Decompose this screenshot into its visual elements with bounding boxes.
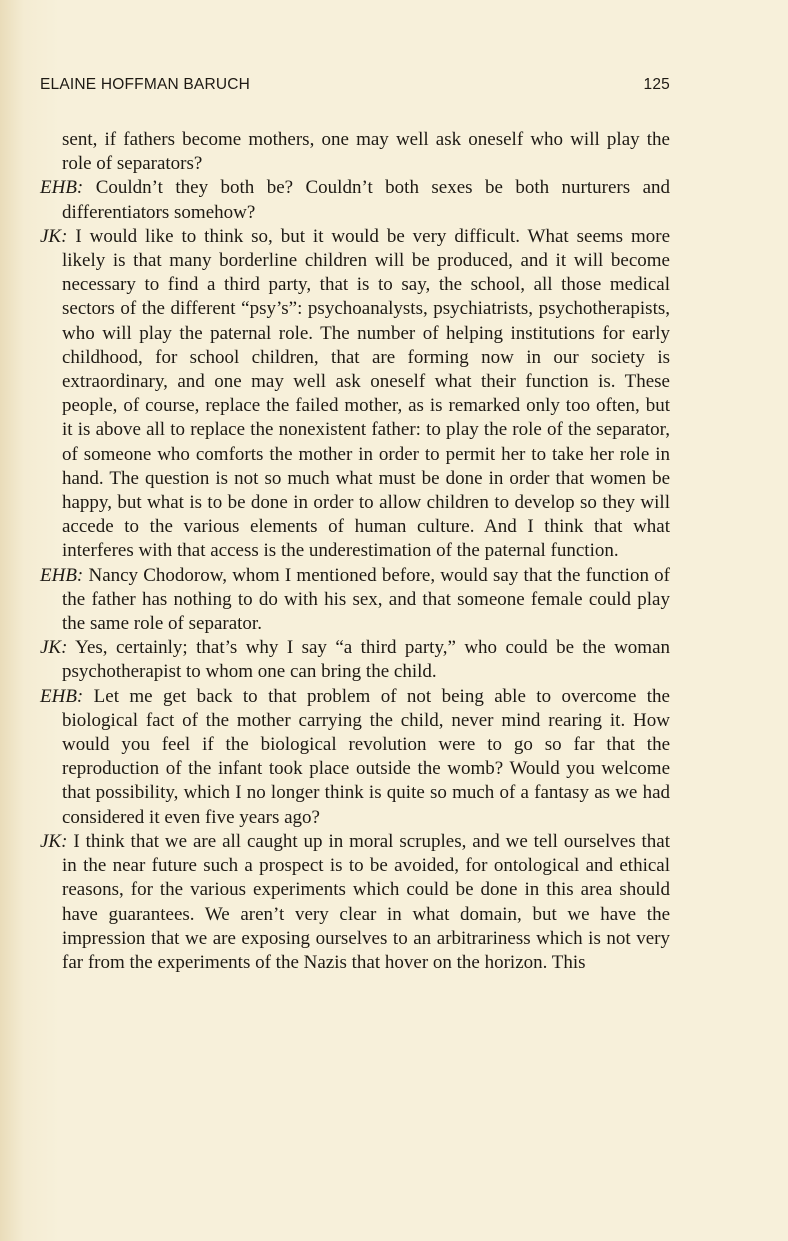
paragraph-text: Yes, certainly; that’s why I say “a third party,” who could be the woman psychotherapist to whom one can bring the child.	[62, 637, 670, 683]
speaker-label: JK:	[40, 225, 68, 247]
paragraph-continuation	[40, 128, 670, 176]
speaker-label: EHB:	[40, 685, 84, 707]
page-body	[40, 128, 670, 975]
paragraph-text: Let me get back to that problem of not being able to overcome the biological fact of the mother carrying the child, never mind rearing it. How would you feel if the biological revolution were to go so far that the reproduction of the infant took place outside the womb? Would you welcome that possibility, which I no longer think is quite so much of a fantasy as we had considered it even five years ago?	[62, 685, 670, 828]
paragraph-jk-2	[40, 636, 670, 684]
paragraph-text: Nancy Chodorow, whom I mentioned before, would say that the function of the father has nothing to do with his sex, and that someone female could play the same role of separator.	[62, 564, 670, 635]
speaker-label: EHB:	[40, 564, 84, 586]
page-number: 125	[643, 76, 670, 93]
running-header	[40, 76, 670, 100]
speaker-label: EHB:	[40, 177, 84, 199]
paragraph-text: I think that we are all caught up in moral scruples, and we tell ourselves that in the near future such a prospect is to be avoided, for ontological and ethical reasons, for the various experiments which could be done in this area should have guarantees. We aren’t very clear in what domain, but we have the impression that we are exposing ourselves to an arbitrariness which is not very far from the experiments of the Nazis that hover on the horizon. This	[62, 830, 670, 973]
paragraph-text: Couldn’t they both be? Couldn’t both sexes be both nurturers and differentiators somehow?	[62, 177, 671, 223]
paragraph-ehb-3	[40, 685, 670, 830]
paragraph-text: sent, if fathers become mothers, one may well ask oneself who will play the role of separators?	[62, 129, 670, 175]
paragraph-jk-1	[40, 225, 670, 564]
paragraph-jk-3	[40, 830, 670, 975]
paragraph-ehb-1	[40, 176, 670, 224]
paragraph-text: I would like to think so, but it would be very difficult. What seems more likely is that many borderline children will be produced, and it will become necessary to find a third party, that is to say, the school, all those medical sectors of the different “psy’s”: psychoanalysts, psychiatrists, psychotherapists, who will play the paternal role. The number of helping institutions for early childhood, for school children, that are forming now in our society is extraordinary, and one may well ask oneself what their function is. These people, of course, replace the failed mother, as is remarked only too often, but it is above all to replace the nonexistent father: to play the role of the separator, of someone who comforts the mother in order to permit her to take her role in hand. The question is not so much what must be done in order that women be happy, but what is to be done in order to allow children to develop so they will accede to the various elements of human culture. And I think that what interferes with that access is the underestimation of the paternal function.	[62, 225, 671, 562]
paragraph-ehb-2	[40, 564, 670, 637]
speaker-label: JK:	[40, 637, 68, 659]
speaker-label: JK:	[40, 830, 68, 852]
running-header-title: ELAINE HOFFMAN BARUCH	[40, 76, 251, 93]
